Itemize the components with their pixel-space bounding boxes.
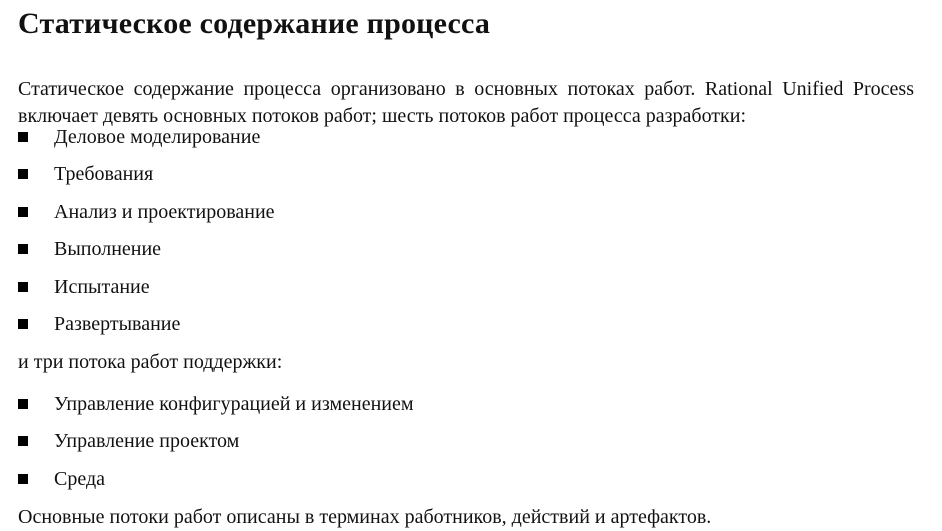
list-item-text: Выполнение	[54, 238, 162, 261]
list-item-text: Анализ и проектирование	[54, 200, 275, 223]
square-bullet-icon	[18, 399, 28, 409]
list-item-text: Управление проектом	[54, 430, 240, 453]
support-intro-text: и три потока работ поддержки:	[18, 351, 283, 373]
list-item-text: Деловое моделирование	[54, 126, 261, 148]
square-bullet-icon	[18, 169, 28, 179]
conclusion-text: Основные потоки работ описаны в терминах работников, действий и артефактов.	[18, 506, 712, 528]
intro-paragraph: Статическое содержание процесса организовано в основных потоках работ. Rational Unified Process включает девять основных потоков работ; шесть потоков работ процесса разработки:	[18, 78, 914, 127]
square-bullet-icon	[18, 436, 28, 446]
square-bullet-icon	[18, 132, 28, 142]
square-bullet-icon	[18, 282, 28, 292]
square-bullet-icon	[18, 474, 28, 484]
list-item-text: Требования	[54, 163, 154, 186]
square-bullet-icon	[18, 244, 28, 254]
square-bullet-icon	[18, 207, 28, 217]
list-item-text: Развертывание	[54, 312, 181, 335]
list-item-text: Среда	[54, 467, 106, 490]
page-title: Статическое содержание процесса	[18, 7, 491, 40]
list-item-text: Управление конфигурацией и изменением	[54, 393, 414, 415]
square-bullet-icon	[18, 319, 28, 329]
list-item-text: Испытание	[54, 275, 150, 298]
